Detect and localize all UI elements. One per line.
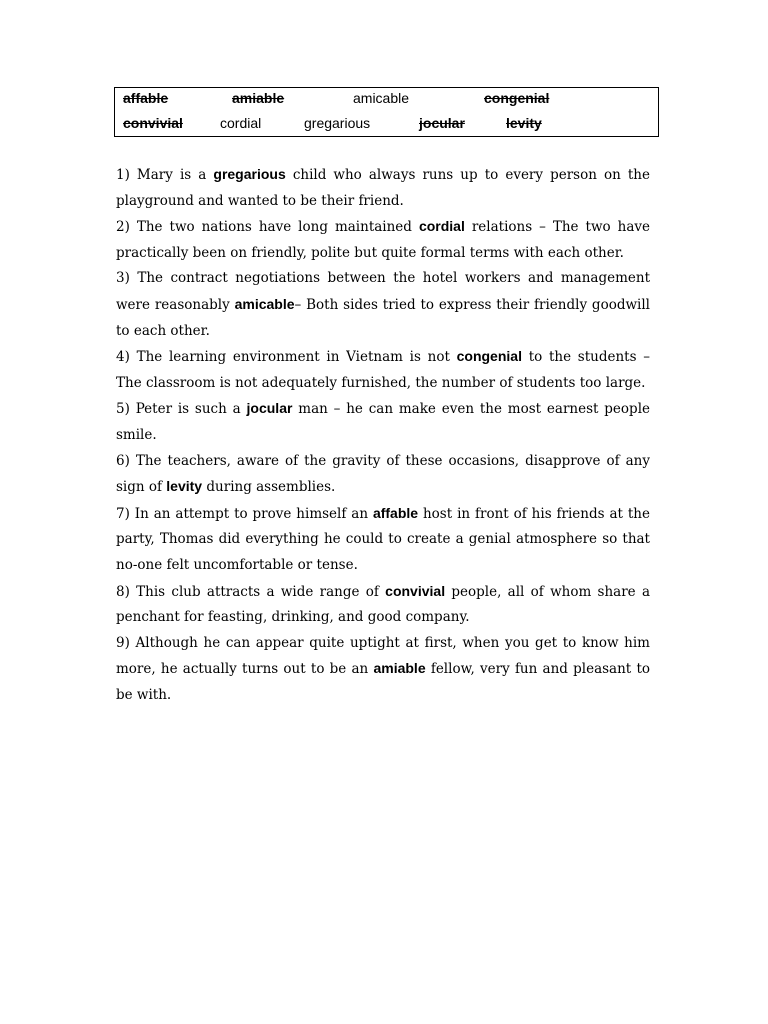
- word-bank-box: [114, 87, 659, 137]
- word-bank-item: convivial: [123, 115, 183, 131]
- sentence-2: 2) The two nations have long maintained cordial relations – The two have practically been on friendly, polite but quite formal terms with each other.: [116, 218, 650, 261]
- sentence-3: 3) The contract negotiations between the hotel workers and management were reasonably amicable– Both sides tried to express their friendly goodwill to each other.: [116, 270, 650, 339]
- sentence-9: 9) Although he can appear quite uptight at first, when you get to know him more, he actually turns out to be an amiable fellow, very fun and pleasant to be with.: [116, 634, 650, 703]
- answer-word: convivial: [385, 582, 446, 599]
- answer-word: congenial: [456, 348, 522, 365]
- sentence-6: 6) The teachers, aware of the gravity of these occasions, disapprove of any sign of levity during assemblies.: [116, 452, 650, 496]
- word-bank-item: congenial: [484, 90, 550, 106]
- sentence-5: 5) Peter is such a jocular man – he can make even the most earnest people smile.: [116, 400, 650, 443]
- word-bank-item: jocular: [419, 115, 465, 131]
- answer-word: amicable: [234, 295, 295, 312]
- word-bank-item: cordial: [220, 115, 262, 131]
- sentence-4: 4) The learning environment in Vietnam is not congenial to the students – The classroom is not adequately furnished, the number of students too large.: [116, 348, 651, 391]
- answer-word: affable: [372, 504, 419, 521]
- word-bank-item: amiable: [232, 90, 285, 106]
- word-bank-item: levity: [506, 115, 542, 131]
- word-bank-item: affable: [123, 90, 169, 106]
- answer-word: jocular: [246, 400, 293, 417]
- answer-word: levity: [166, 478, 203, 495]
- word-bank-item: gregarious: [304, 115, 371, 131]
- exercise-sentences: [116, 162, 650, 708]
- sentence-8: 8) This club attracts a wide range of convivial people, all of whom share a penchant for feasting, drinking, and good company.: [116, 582, 650, 626]
- answer-word: cordial: [418, 218, 465, 235]
- sentence-1: 1) Mary is a gregarious child who always runs up to every person on the playground and wanted to be their friend.: [116, 166, 650, 209]
- answer-word: gregarious: [213, 166, 286, 182]
- sentence-7: 7) In an attempt to prove himself an affable host in front of his friends at the party, Thomas did everything he could to create a genial atmosphere so that no-one felt uncomfortable or tense.: [116, 504, 650, 573]
- answer-word: amiable: [373, 660, 426, 677]
- word-bank-item: amicable: [353, 90, 410, 106]
